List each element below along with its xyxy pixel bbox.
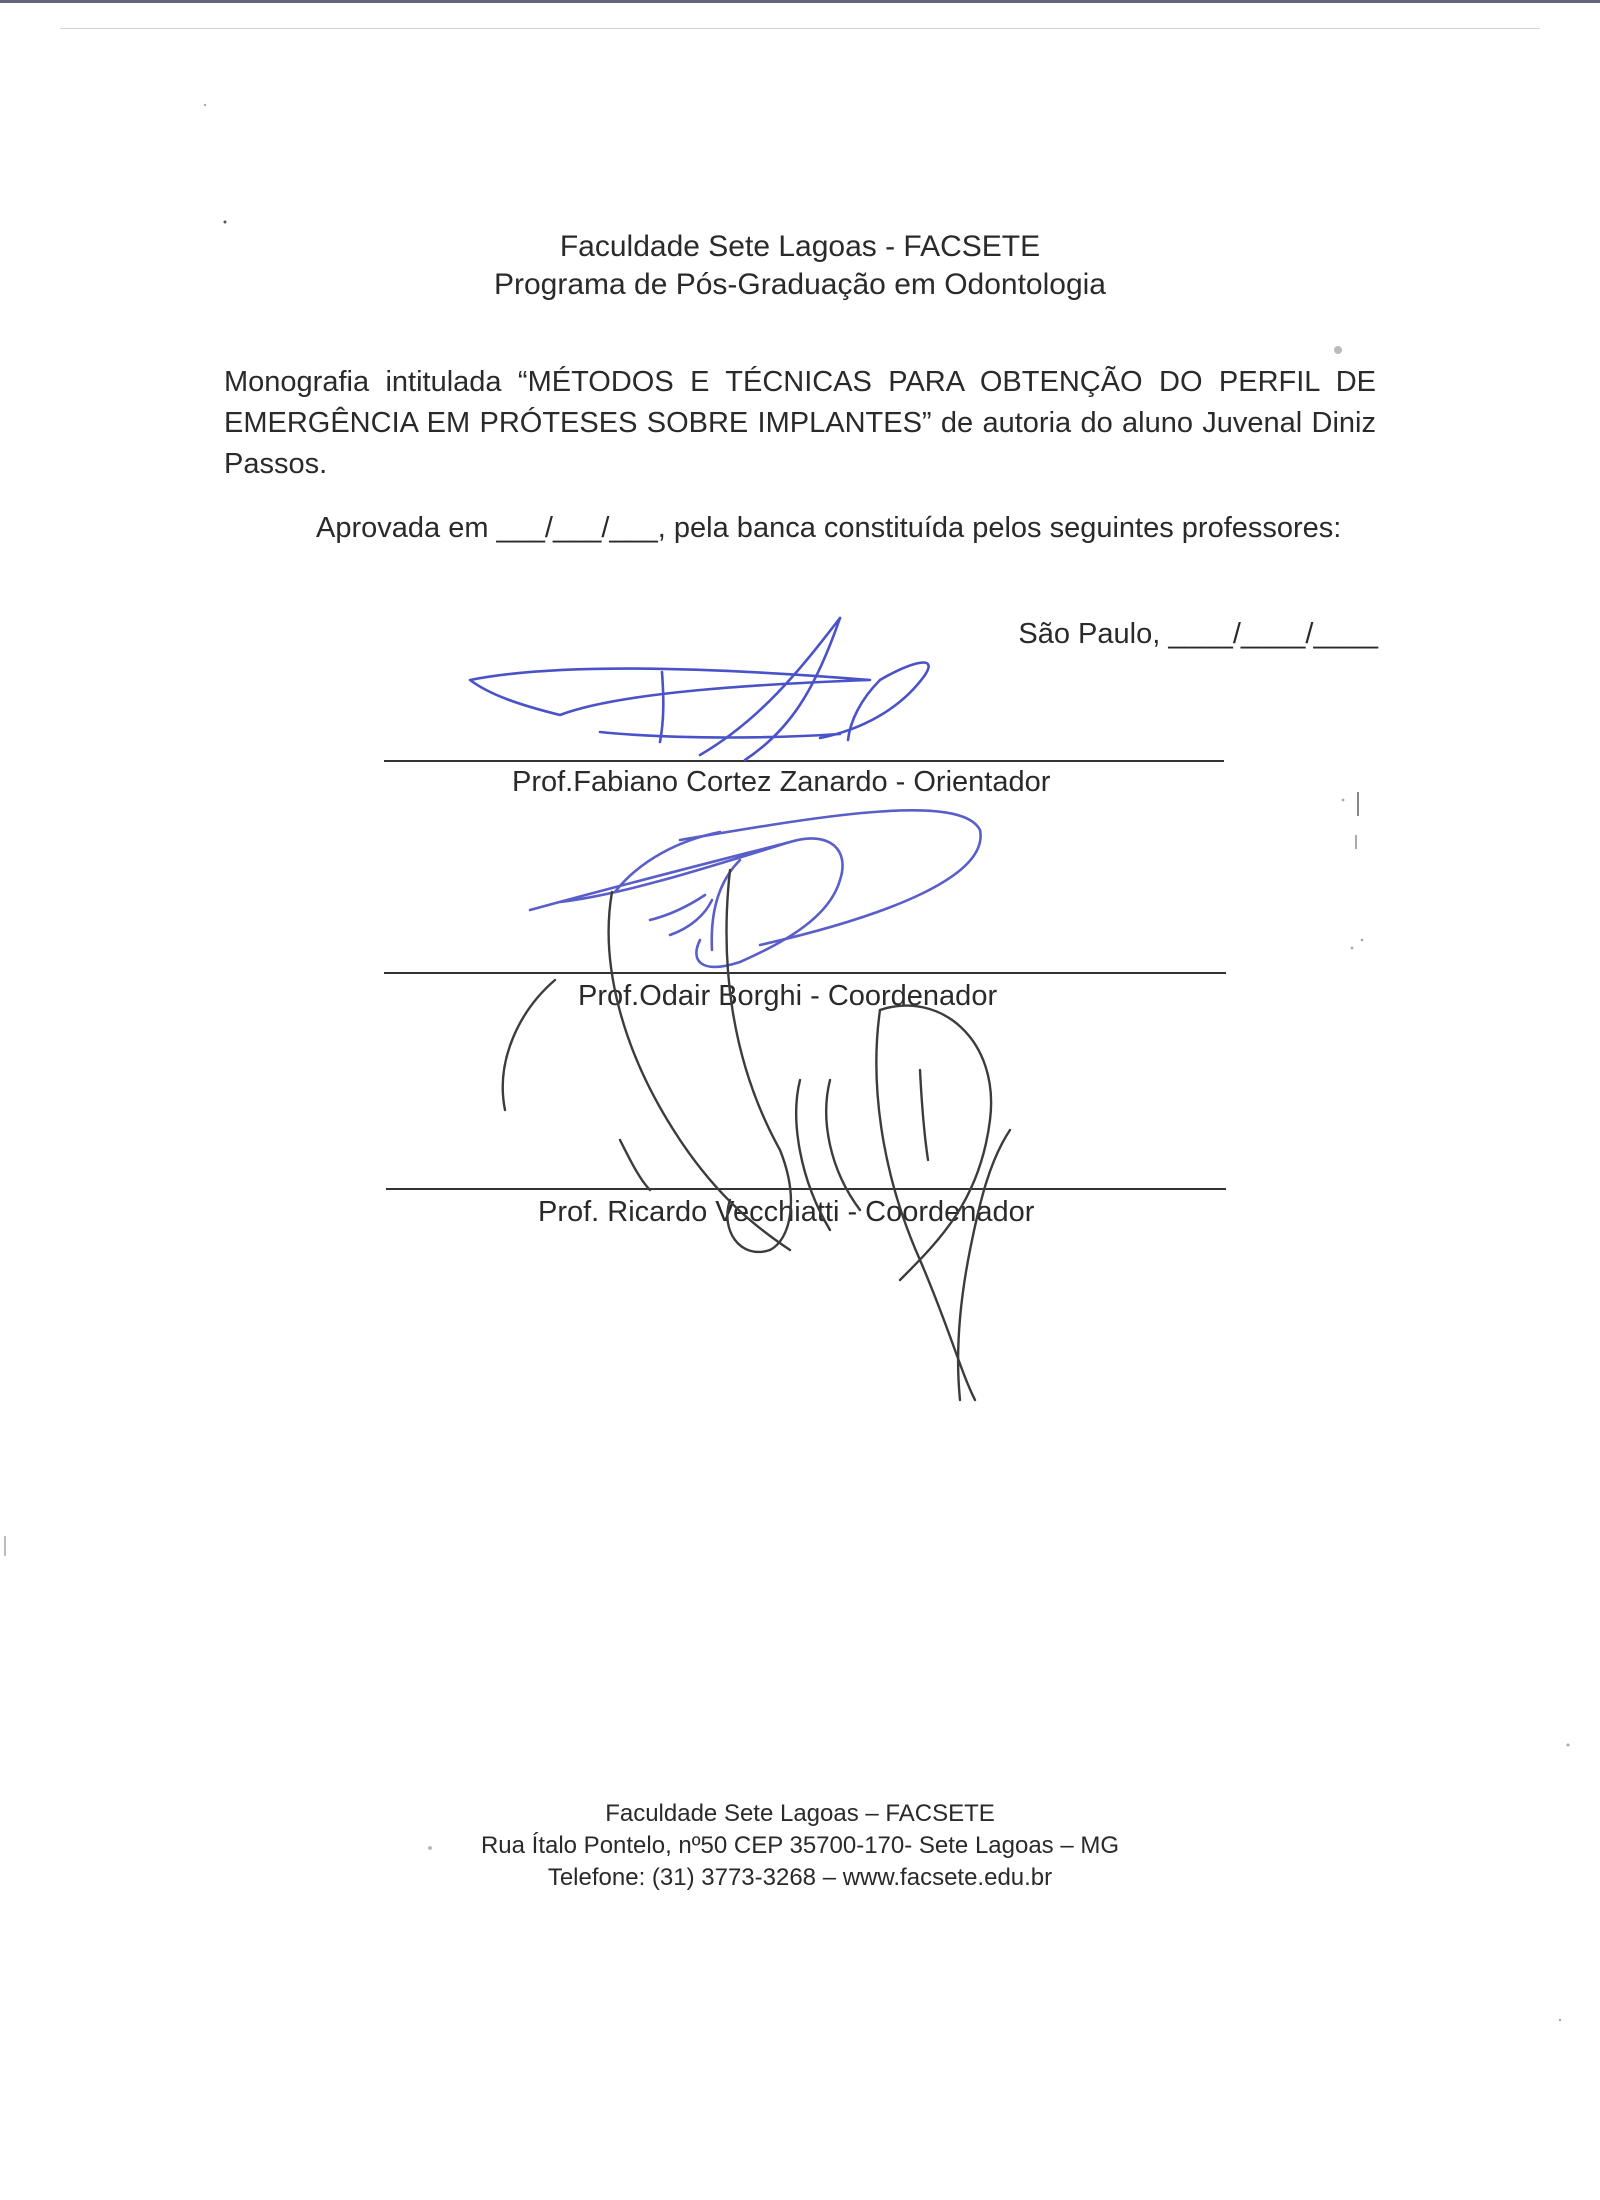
approval-paragraph: Aprovada em ___/___/___, pela banca constituída pelos seguintes professores: [316, 512, 1342, 544]
scan-edge-line [60, 28, 1540, 29]
institution-name: Faculdade Sete Lagoas - FACSETE [559, 230, 1041, 263]
signature-line-3 [386, 1188, 1226, 1190]
signature-name-3: Prof. Ricardo Vecchiatti - Coordenador [538, 1196, 1035, 1228]
signature-name-2: Prof.Odair Borghi - Coordenador [578, 980, 998, 1012]
signature-line-1 [384, 760, 1224, 762]
scan-edge-top [0, 0, 1600, 3]
program-name: Programa de Pós-Graduação em Odontologia [493, 268, 1106, 301]
signature-scribble-2 [530, 810, 981, 967]
footer-institution: Faculdade Sete Lagoas – FACSETE [605, 1800, 995, 1827]
document-header [0, 228, 1600, 304]
signature-name-1: Prof.Fabiano Cortez Zanardo - Orientador [512, 766, 1051, 798]
signature-scribble-3 [503, 870, 1010, 1400]
document-footer [0, 1798, 1600, 1894]
place-date: São Paulo, ____/____/____ [1018, 618, 1378, 650]
signature-scribble-1 [470, 618, 929, 760]
footer-contact: Telefone: (31) 3773-3268 – www.facsete.edu.br [547, 1864, 1053, 1891]
footer-address: Rua Ítalo Pontelo, nº50 CEP 35700-170- Sete Lagoas – MG [480, 1832, 1120, 1859]
monograph-paragraph: Monografia intitulada “MÉTODOS E TÉCNICAS PARA OBTENÇÃO DO PERFIL DE EMERGÊNCIA EM PRÓTESES SOBRE IMPLANTES” de autoria do aluno Juvenal Diniz Passos. [224, 366, 1376, 480]
signature-line-2 [384, 972, 1226, 974]
